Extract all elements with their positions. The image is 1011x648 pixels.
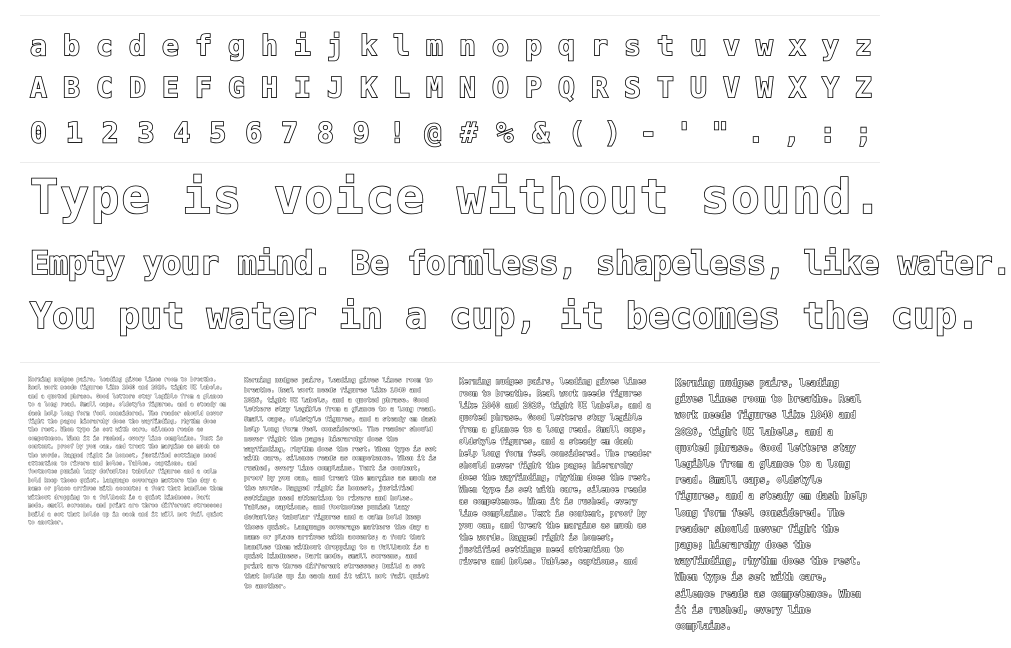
top-rule	[20, 15, 880, 16]
glyph: t	[657, 29, 674, 62]
text-column-small: Kerning nudges pairs, leading gives lines room to breathe. Real work needs figures like 1840 and 2026, tight UI labels, and a quoted phrase. Good letters stay legible from a glance to a long read. Small caps, oldstyle figures, and a steady em dash help long form feel considered. The reader should never fight the page; hierarchy does the wayfinding, rhythm does the rest. When type is set with care, silence reads as competence. When it is rushed, every line complains. Text is content, proof by you can, and treat the margins as much as the words. Ragged right is honest, justified settings need attention to rivers and holes. Tables, captions, and footnotes punish lazy defaults; tabular figures and a calm bold keep those quiet. Language coverage matters the day a name or place arrives with accents; a font that handles them without dropping to a fallback is a quiet kindness. Dark mode, small screens, and print are three different stresses; build a set that holds up in each and it will not fail quiet to another.	[244, 376, 437, 590]
glyph: f	[195, 29, 212, 62]
glyph: k	[360, 29, 377, 62]
glyph: '	[675, 116, 693, 149]
glyph: j	[327, 29, 344, 62]
glyph: q	[558, 29, 575, 62]
glyph: A	[30, 71, 47, 104]
glyph: G	[228, 71, 245, 104]
glyph: N	[459, 71, 476, 104]
glyph: 6	[245, 116, 263, 149]
glyph: Q	[558, 71, 575, 104]
glyph: P	[525, 71, 542, 104]
text-column-medium: Kerning nudges pairs, leading gives lines room to breathe. Real work needs figures like 1840 and 2026, tight UI labels, and a quoted phrase. Good letters stay legible from a glance to a long read. Small caps, oldstyle figures, and a steady em dash help long form feel considered. The reader should never fight the page; hierarchy does the wayfinding, rhythm does the rest. When type is set with care, silence reads as competence. When it is rushed, every line complains. Text is content, proof by you can, and treat the margins as much as the words. Ragged right is honest, justified settings need attention to rivers and holes. Tables, captions, and	[459, 377, 652, 566]
glyph: 9	[352, 116, 370, 149]
glyph: 8	[317, 116, 334, 149]
glyph: n	[459, 29, 476, 62]
glyph: v	[723, 29, 740, 62]
glyph: &	[532, 116, 550, 149]
glyph: :	[819, 116, 837, 149]
glyph: !	[388, 116, 406, 149]
glyph: H	[261, 71, 278, 104]
glyph: -	[639, 116, 657, 149]
glyph: C	[96, 71, 113, 104]
glyph: E	[162, 71, 179, 104]
glyph: u	[690, 29, 707, 62]
display-line-1: Type is voice without sound.	[30, 170, 884, 225]
glyph: 4	[173, 116, 191, 149]
glyph: L	[393, 71, 410, 104]
glyph: Z	[855, 71, 872, 104]
glyph: J	[327, 71, 344, 104]
glyph: i	[294, 29, 311, 62]
display-section-divider	[20, 362, 880, 363]
glyph: (	[568, 116, 585, 149]
glyph: %	[496, 116, 514, 149]
display-line-3: You put water in a cup, it becomes the cup.	[30, 296, 980, 337]
glyph: B	[63, 71, 80, 104]
glyph: x	[789, 29, 806, 62]
glyph: O	[492, 71, 509, 104]
glyph: F	[195, 71, 212, 104]
glyph: ,	[783, 116, 801, 149]
lowercase-glyph-row	[30, 29, 872, 63]
glyph: h	[261, 29, 278, 62]
display-line-2: Empty your mind. Be formless, shapeless, like water.	[30, 244, 1011, 282]
text-column-large: Kerning nudges pairs, leading gives lines room to breathe. Real work needs figures like 1840 and 2026, tight UI labels, and a quoted phrase. Good letters stay legible from a glance to a long read. Small caps, oldstyle figures, and a steady em dash help long form feel considered. The reader should never fight the page; hierarchy does the wayfinding, rhythm does the rest. When type is set with care, silence reads as competence. When it is rushed, every line complains.	[675, 378, 867, 633]
glyph: g	[228, 29, 245, 62]
glyph: "	[711, 116, 729, 149]
glyph: M	[426, 71, 443, 104]
glyph: 0	[30, 116, 47, 149]
glyph: 7	[281, 116, 298, 149]
glyph: 1	[65, 116, 83, 149]
glyph: b	[63, 29, 80, 62]
glyph: e	[162, 29, 179, 62]
glyph: o	[492, 29, 509, 62]
glyph: 3	[137, 116, 155, 149]
glyph: p	[525, 29, 542, 62]
glyph: m	[426, 29, 443, 62]
glyph: W	[756, 71, 773, 104]
glyph: 2	[101, 116, 119, 149]
glyph: X	[789, 71, 806, 104]
glyph: c	[96, 29, 113, 62]
glyph: S	[624, 71, 641, 104]
glyph: #	[460, 116, 478, 149]
glyph: V	[723, 71, 740, 104]
glyph: U	[690, 71, 707, 104]
glyph: Y	[822, 71, 839, 104]
uppercase-glyph-row	[30, 71, 872, 105]
glyph: D	[129, 71, 146, 104]
glyph: y	[822, 29, 839, 62]
figures-symbols-glyph-row	[30, 116, 872, 150]
glyph: a	[30, 29, 47, 62]
glyph: r	[591, 29, 608, 62]
glyph: I	[294, 71, 311, 104]
glyph: T	[657, 71, 674, 104]
glyph: @	[424, 116, 442, 149]
glyph-section-divider	[20, 162, 880, 163]
glyph: ;	[855, 116, 872, 149]
glyph: l	[393, 29, 410, 62]
glyph: )	[604, 116, 621, 149]
glyph: s	[624, 29, 641, 62]
glyph: R	[591, 71, 608, 104]
glyph: 5	[209, 116, 227, 149]
glyph: w	[756, 29, 773, 62]
text-column-smallest: Kerning nudges pairs, leading gives lines room to breathe. Real work needs figures like 1840 and 2026, tight UI labels, and a quoted phrase. Good letters stay legible from a glance to a long read. Small caps, oldstyle figures, and a steady em dash help long form feel considered. The reader should never fight the page; hierarchy does the wayfinding, rhythm does the rest. When type is set with care, silence reads as competence. When it is rushed, every line complains. Text is content, proof by you can, and treat the margins as much as the words. Ragged right is honest, justified settings need attention to rivers and holes. Tables, captions, and footnotes punish lazy defaults; tabular figures and a calm bold keep those quiet. Language coverage matters the day a name or place arrives with accents; a font that handles them without dropping to a fallback is a quiet kindness. Dark mode, small screens, and print are three different stresses; build a set that holds up in each and it will not fail quiet to another.	[28, 377, 226, 526]
glyph: z	[855, 29, 872, 62]
glyph: d	[129, 29, 146, 62]
glyph: .	[747, 116, 765, 149]
glyph: K	[360, 71, 377, 104]
